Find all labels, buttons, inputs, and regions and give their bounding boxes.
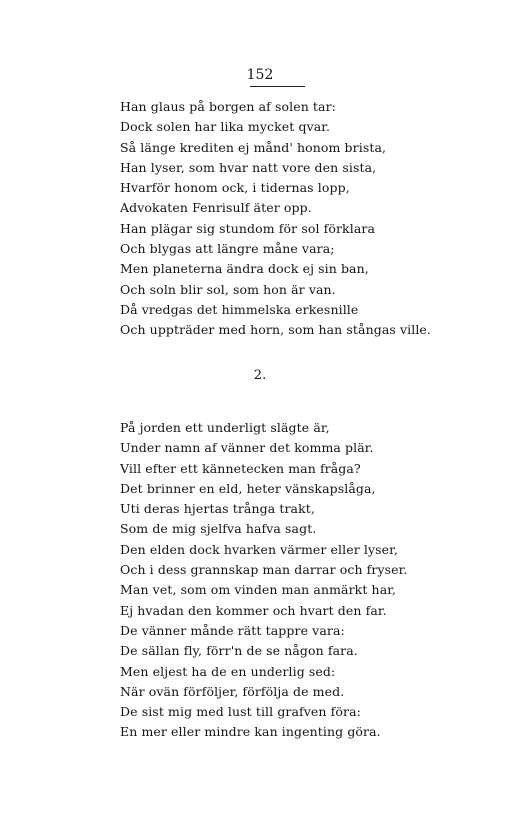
poem-line: Man vet, som om vinden man anmärkt har, xyxy=(120,582,397,598)
poem-line: En mer eller mindre kan ingenting göra. xyxy=(120,724,381,740)
poem-line: Han plägar sig stundom för sol förklara xyxy=(120,220,376,236)
poem-line: Uti deras hjertas trånga trakt, xyxy=(120,501,315,517)
page-number: 152 xyxy=(246,67,274,83)
section-number: 2. xyxy=(253,368,267,383)
poem-line: De vänner månde rätt tappre vara: xyxy=(120,622,345,638)
page-number-rule xyxy=(250,86,305,87)
poem-line: De sist mig med lust till grafven föra: xyxy=(120,704,361,720)
poem-line: Och blygas att längre måne vara; xyxy=(120,241,335,257)
poem-line: Så länge krediten ej månd' honom brista, xyxy=(120,139,387,155)
poem-line: Och soln blir sol, som hon är van. xyxy=(120,281,336,297)
poem-stanza-1 xyxy=(120,97,431,341)
poem-line: När ovän förföljer, förfölja de med. xyxy=(120,683,345,699)
poem-line: Det brinner en eld, heter vänskapslåga, xyxy=(120,480,376,496)
poem-line: Hvarför honom ock, i tidernas lopp, xyxy=(120,180,350,196)
poem-line: Advokaten Fenrisulf äter opp. xyxy=(120,200,312,216)
poem-line: Under namn af vänner det komma plär. xyxy=(120,440,374,456)
poem-line: Och i dess grannskap man darrar och fryser. xyxy=(120,562,408,578)
poem-line: Den elden dock hvarken värmer eller lyser, xyxy=(120,541,398,557)
poem-line: De sällan fly, förr'n de se någon fara. xyxy=(120,643,358,659)
poem-line: Som de mig sjelfva hafva sagt. xyxy=(120,521,317,537)
poem-line: Dock solen har lika mycket qvar. xyxy=(120,119,331,135)
poem-line: Vill efter ett kännetecken man fråga? xyxy=(120,460,361,476)
poem-line: Men planeterna ändra dock ej sin ban, xyxy=(120,261,369,277)
poem-line: Då vredgas det himmelska erkesnille xyxy=(120,301,359,317)
poem-line: Ej hvadan den kommer och hvart den far. xyxy=(120,602,387,618)
poem-line: På jorden ett underligt slägte är, xyxy=(120,420,330,435)
poem-stanza-2 xyxy=(120,418,407,743)
poem-line: Han lyser, som hvar natt vore den sista, xyxy=(120,159,377,175)
poem-line: Men eljest ha de en underlig sed: xyxy=(120,663,336,679)
poem-line: Han glaus på borgen af solen tar: xyxy=(120,99,336,114)
poem-line: Och uppträder med horn, som han stångas ville. xyxy=(120,322,432,338)
